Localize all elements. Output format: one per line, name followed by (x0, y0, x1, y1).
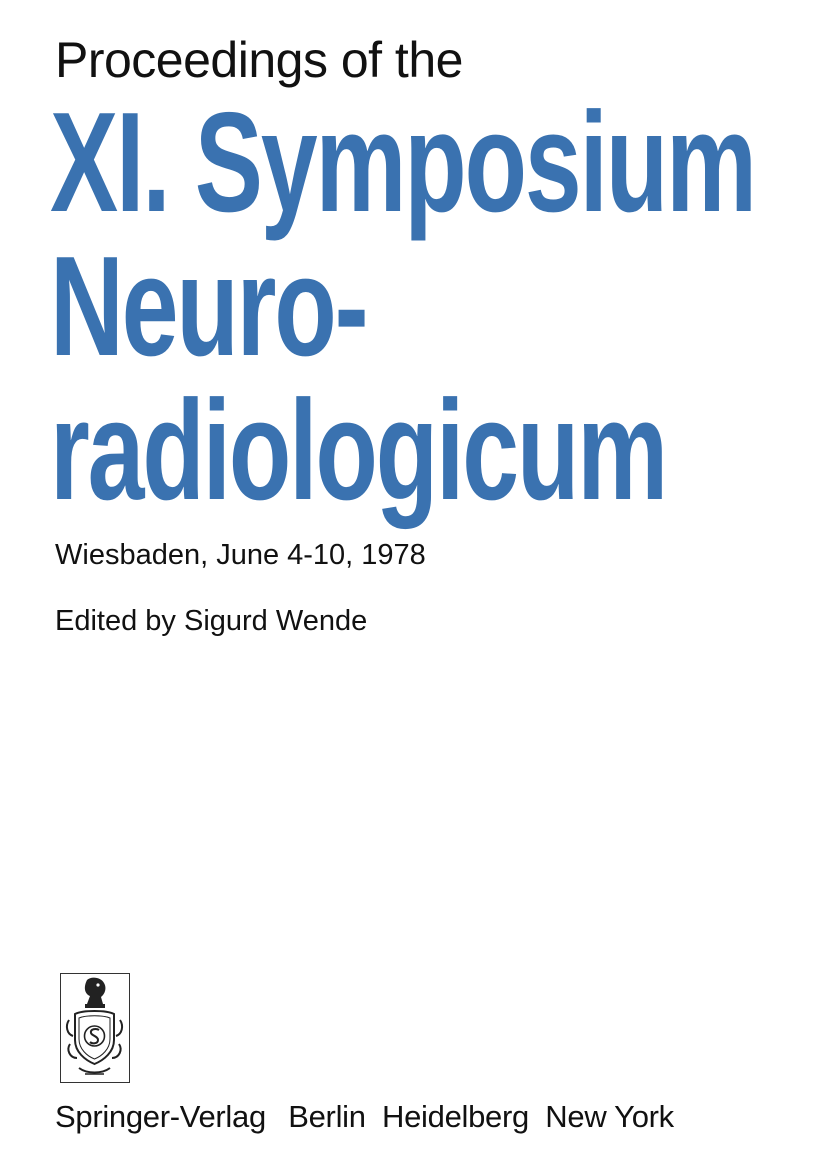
editor-line: Edited by Sigurd Wende (55, 605, 368, 637)
publisher-city-2: Heidelberg (382, 1099, 529, 1134)
publisher-line (55, 1099, 688, 1135)
title-line-3: radiologicum (50, 371, 666, 530)
proceedings-prefix: Proceedings of the (55, 32, 463, 88)
publisher-city-1: Berlin (288, 1099, 366, 1134)
title-line-2: Neuro- (50, 227, 367, 386)
place-and-date: Wiesbaden, June 4-10, 1978 (55, 539, 426, 571)
springer-chess-knight-emblem-icon (60, 973, 130, 1083)
title-line-1: XI. Symposium (50, 83, 755, 242)
publisher-name: Springer-Verlag (55, 1099, 266, 1134)
publisher-city-3: New York (545, 1099, 674, 1134)
